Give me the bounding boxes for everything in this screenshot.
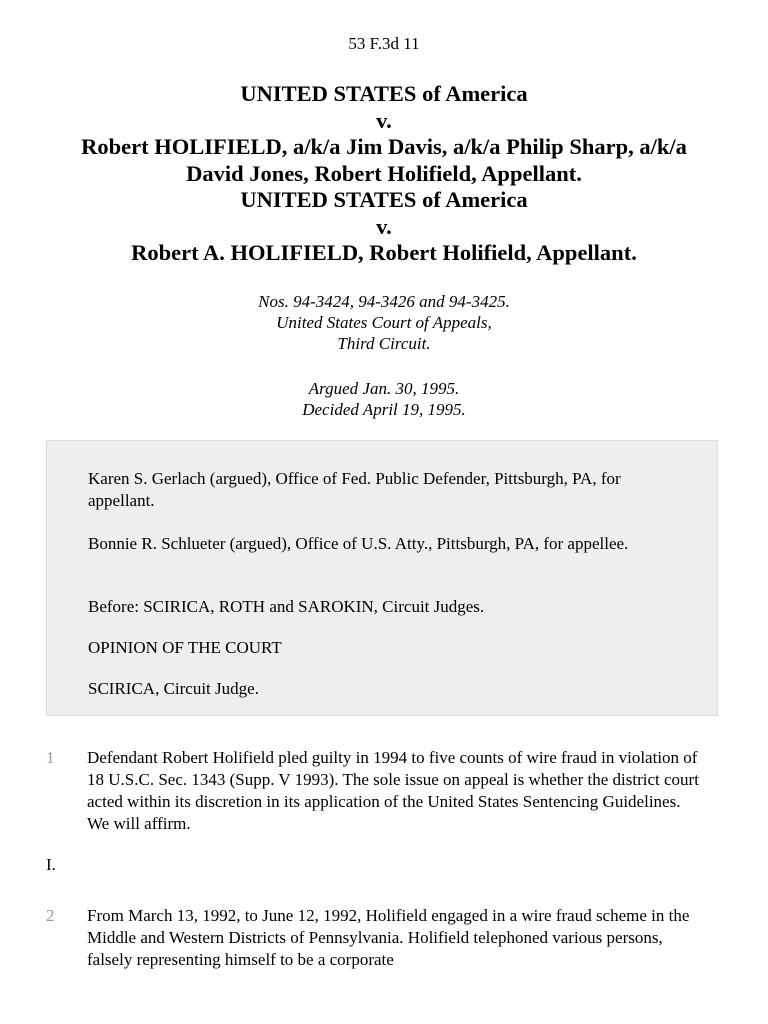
title-line: UNITED STATES of America <box>240 81 528 106</box>
case-citation: 53 F.3d 11 <box>348 34 420 53</box>
paragraph-number: 1 <box>46 748 55 767</box>
counsel-box <box>46 440 718 716</box>
title-line: David Jones, Robert Holifield, Appellant. <box>186 160 582 186</box>
title-line: UNITED STATES of America <box>240 187 528 212</box>
opinion-author: SCIRICA, Circuit Judge. <box>88 679 259 698</box>
counsel-appellant: Karen S. Gerlach (argued), Office of Fed. Public Defender, Pittsburgh, PA, for appellant. <box>88 469 621 510</box>
docket-numbers: Nos. 94-3424, 94-3426 and 94-3425. <box>258 292 510 311</box>
paragraph-number: 2 <box>46 906 55 925</box>
case-title <box>30 81 738 267</box>
title-line: v. <box>376 107 392 133</box>
panel-judges: Before: SCIRICA, ROTH and SAROKIN, Circuit Judges. <box>88 597 485 616</box>
title-line: v. <box>376 213 392 239</box>
case-dates <box>0 378 768 420</box>
court-info <box>0 291 768 354</box>
circuit-name: Third Circuit. <box>337 334 431 353</box>
title-line: Robert HOLIFIELD, a/k/a Jim Davis, a/k/a Philip Sharp, a/k/a <box>81 134 687 159</box>
decided-date: Decided April 19, 1995. <box>302 400 466 419</box>
opinion-heading: OPINION OF THE COURT <box>88 638 282 657</box>
counsel-appellee: Bonnie R. Schlueter (argued), Office of U.S. Atty., Pittsburgh, PA, for appellee. <box>88 534 629 553</box>
paragraph-text: Defendant Robert Holifield pled guilty in 1994 to five counts of wire fraud in violation of 18 U.S.C. Sec. 1343 (Supp. V 1993). The sole issue on appeal is whether the district court acted within its discretion in its application of the United States Sentencing Guidelines. We will affirm. <box>87 748 699 833</box>
paragraph-text: From March 13, 1992, to June 12, 1992, Holifield engaged in a wire fraud scheme in the Middle and Western Districts of Pennsylvania. Holifield telephoned various persons, falsely representing himself to be a corporate <box>87 906 690 969</box>
court-name: United States Court of Appeals, <box>276 313 492 332</box>
section-heading: I. <box>46 855 56 874</box>
argued-date: Argued Jan. 30, 1995. <box>308 379 460 398</box>
title-line: Robert A. HOLIFIELD, Robert Holifield, Appellant. <box>131 240 637 265</box>
